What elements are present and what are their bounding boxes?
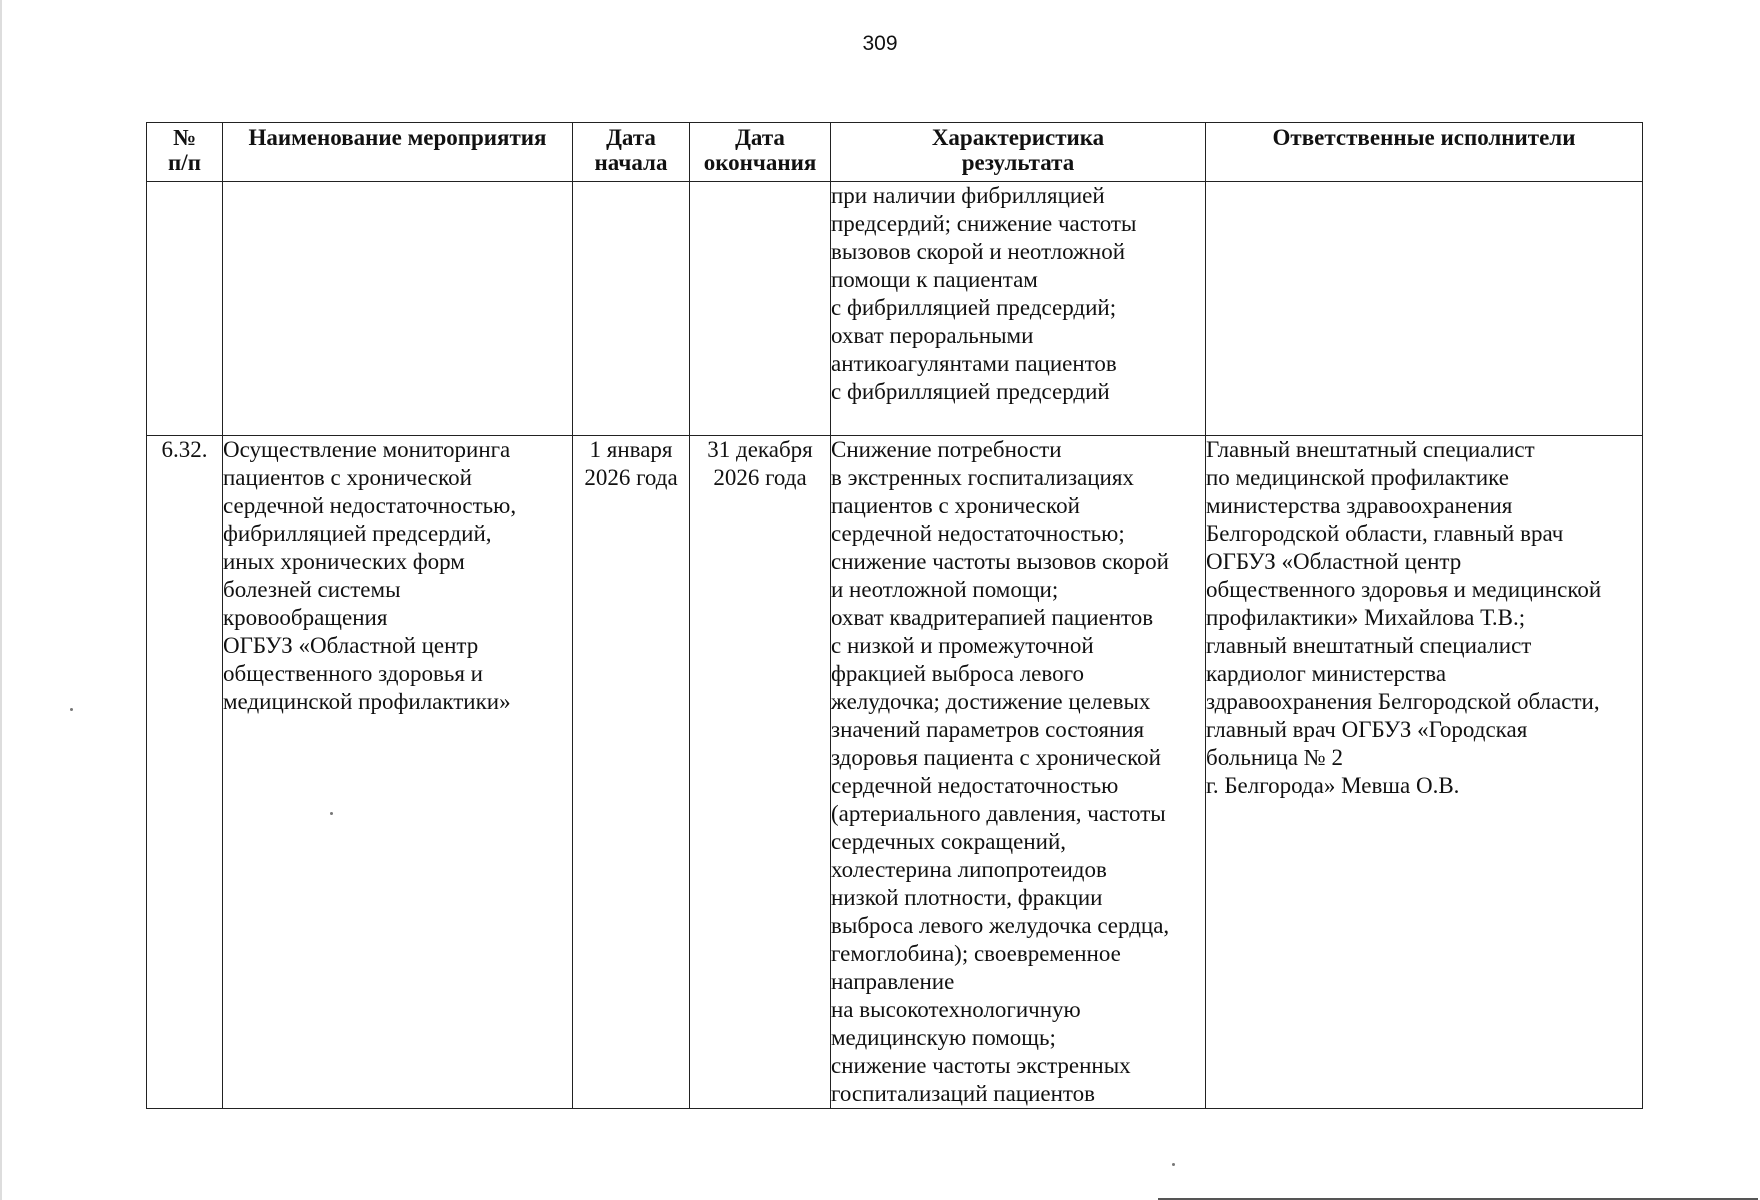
text-line: Главный внештатный специалист: [1206, 437, 1535, 462]
text-line: с фибрилляцией предсердий;: [831, 295, 1117, 320]
text-line: в экстренных госпитализациях: [831, 465, 1134, 490]
text-line: значений параметров состояния: [831, 717, 1145, 742]
cell-number: 6.32.: [147, 436, 223, 1109]
text-line: и неотложной помощи;: [831, 577, 1059, 602]
scan-left-edge: [0, 0, 2, 1200]
header-activity-name: [223, 123, 573, 182]
header-result: [831, 123, 1206, 182]
text-line: гемоглобина); своевременное: [831, 941, 1121, 966]
text-line: при наличии фибрилляцией: [831, 183, 1105, 208]
text-line: помощи к пациентам: [831, 267, 1038, 292]
cell-result: [831, 436, 1206, 1109]
cell-start-date: [573, 182, 690, 436]
text-line: болезней системы: [223, 577, 401, 602]
activity-table: [146, 122, 1643, 1109]
cell-activity-name: [223, 182, 573, 436]
cell-result: [831, 182, 1206, 436]
text-line: низкой плотности, фракции: [831, 885, 1103, 910]
text-line: 2026 года: [584, 465, 678, 490]
text-line: министерства здравоохранения: [1206, 493, 1513, 518]
cell-end-date: [690, 436, 831, 1109]
header-end-date: [690, 123, 831, 182]
scan-speck: [1172, 1163, 1175, 1166]
text-line: 2026 года: [713, 465, 807, 490]
text-line: сердечной недостаточностью;: [831, 521, 1125, 546]
cell-responsible: [1206, 436, 1643, 1109]
cell-number: [147, 182, 223, 436]
text-line: окончания: [703, 150, 817, 175]
text-line: Наименование мероприятия: [248, 125, 547, 150]
text-line: начала: [594, 150, 668, 175]
text-line: больница № 2: [1206, 745, 1343, 770]
text-line: общественного здоровья и медицинской: [1206, 577, 1602, 602]
text-line: фибрилляцией предсердий,: [223, 521, 492, 546]
text-line: с фибрилляцией предсердий: [831, 379, 1110, 404]
text-line: Осуществление мониторинга: [223, 437, 511, 462]
page-number: 309: [862, 32, 898, 55]
text-line: медицинскую помощь;: [831, 1025, 1056, 1050]
cell-end-date: [690, 182, 831, 436]
text-line: главный внештатный специалист: [1206, 633, 1532, 658]
text-line: п/п: [168, 150, 201, 175]
text-line: ОГБУЗ «Областной центр: [1206, 549, 1462, 574]
text-line: пациентов с хронической: [223, 465, 472, 490]
text-line: охват пероральными: [831, 323, 1034, 348]
text-line: ОГБУЗ «Областной центр: [223, 633, 479, 658]
table-row: [147, 182, 1643, 436]
text-line: вызовов скорой и неотложной: [831, 239, 1126, 264]
table-header-row: [147, 123, 1643, 182]
text-line: профилактики» Михайлова Т.В.;: [1206, 605, 1526, 630]
text-line: иных хронических форм: [223, 549, 465, 574]
text-line: Дата: [606, 125, 656, 150]
text-line: направление: [831, 969, 955, 994]
text-line: сердечных сокращений,: [831, 829, 1066, 854]
cell-responsible: [1206, 182, 1643, 436]
text-line: кардиолог министерства: [1206, 661, 1447, 686]
text-line: Ответственные исполнители: [1272, 125, 1576, 150]
text-line: с низкой и промежуточной: [831, 633, 1094, 658]
cell-activity-name: [223, 436, 573, 1109]
text-line: антикоагулянтами пациентов: [831, 351, 1117, 376]
text-line: снижение частоты экстренных: [831, 1053, 1131, 1078]
text-line: охват квадритерапией пациентов: [831, 605, 1154, 630]
text-line: общественного здоровья и: [223, 661, 483, 686]
text-line: холестерина липопротеидов: [831, 857, 1107, 882]
text-line: кровообращения: [223, 605, 388, 630]
text-line: фракцией выброса левого: [831, 661, 1084, 686]
text-line: на высокотехнологичную: [831, 997, 1081, 1022]
text-line: Дата: [735, 125, 785, 150]
text-line: 31 декабря: [707, 437, 813, 462]
text-line: Белгородской области, главный врач: [1206, 521, 1564, 546]
text-line: Снижение потребности: [831, 437, 1062, 462]
text-line: 1 января: [589, 437, 673, 462]
text-line: пациентов с хронической: [831, 493, 1080, 518]
text-line: выброса левого желудочка сердца,: [831, 913, 1170, 938]
scan-speck: [70, 708, 73, 711]
header-number: [147, 123, 223, 182]
text-line: желудочка; достижение целевых: [831, 689, 1151, 714]
text-line: по медицинской профилактике: [1206, 465, 1509, 490]
header-responsible: [1206, 123, 1643, 182]
text-line: №: [172, 125, 197, 150]
text-line: сердечной недостаточностью: [831, 773, 1119, 798]
table-row: [147, 436, 1643, 1109]
scan-speck: [330, 812, 333, 815]
text-line: (артериального давления, частоты: [831, 801, 1166, 826]
text-line: предсердий; снижение частоты: [831, 211, 1137, 236]
cell-start-date: [573, 436, 690, 1109]
text-line: здравоохранения Белгородской области,: [1206, 689, 1600, 714]
text-line: Характеристика: [931, 125, 1105, 150]
text-line: снижение частоты вызовов скорой: [831, 549, 1169, 574]
text-line: сердечной недостаточностью,: [223, 493, 517, 518]
header-start-date: [573, 123, 690, 182]
text-line: г. Белгорода» Мевша О.В.: [1206, 773, 1460, 798]
text-line: результата: [961, 150, 1075, 175]
text-line: госпитализаций пациентов: [831, 1081, 1096, 1106]
text-line: главный врач ОГБУЗ «Городская: [1206, 717, 1528, 742]
text-line: здоровья пациента с хронической: [831, 745, 1161, 770]
text-line: медицинской профилактики»: [223, 689, 511, 714]
